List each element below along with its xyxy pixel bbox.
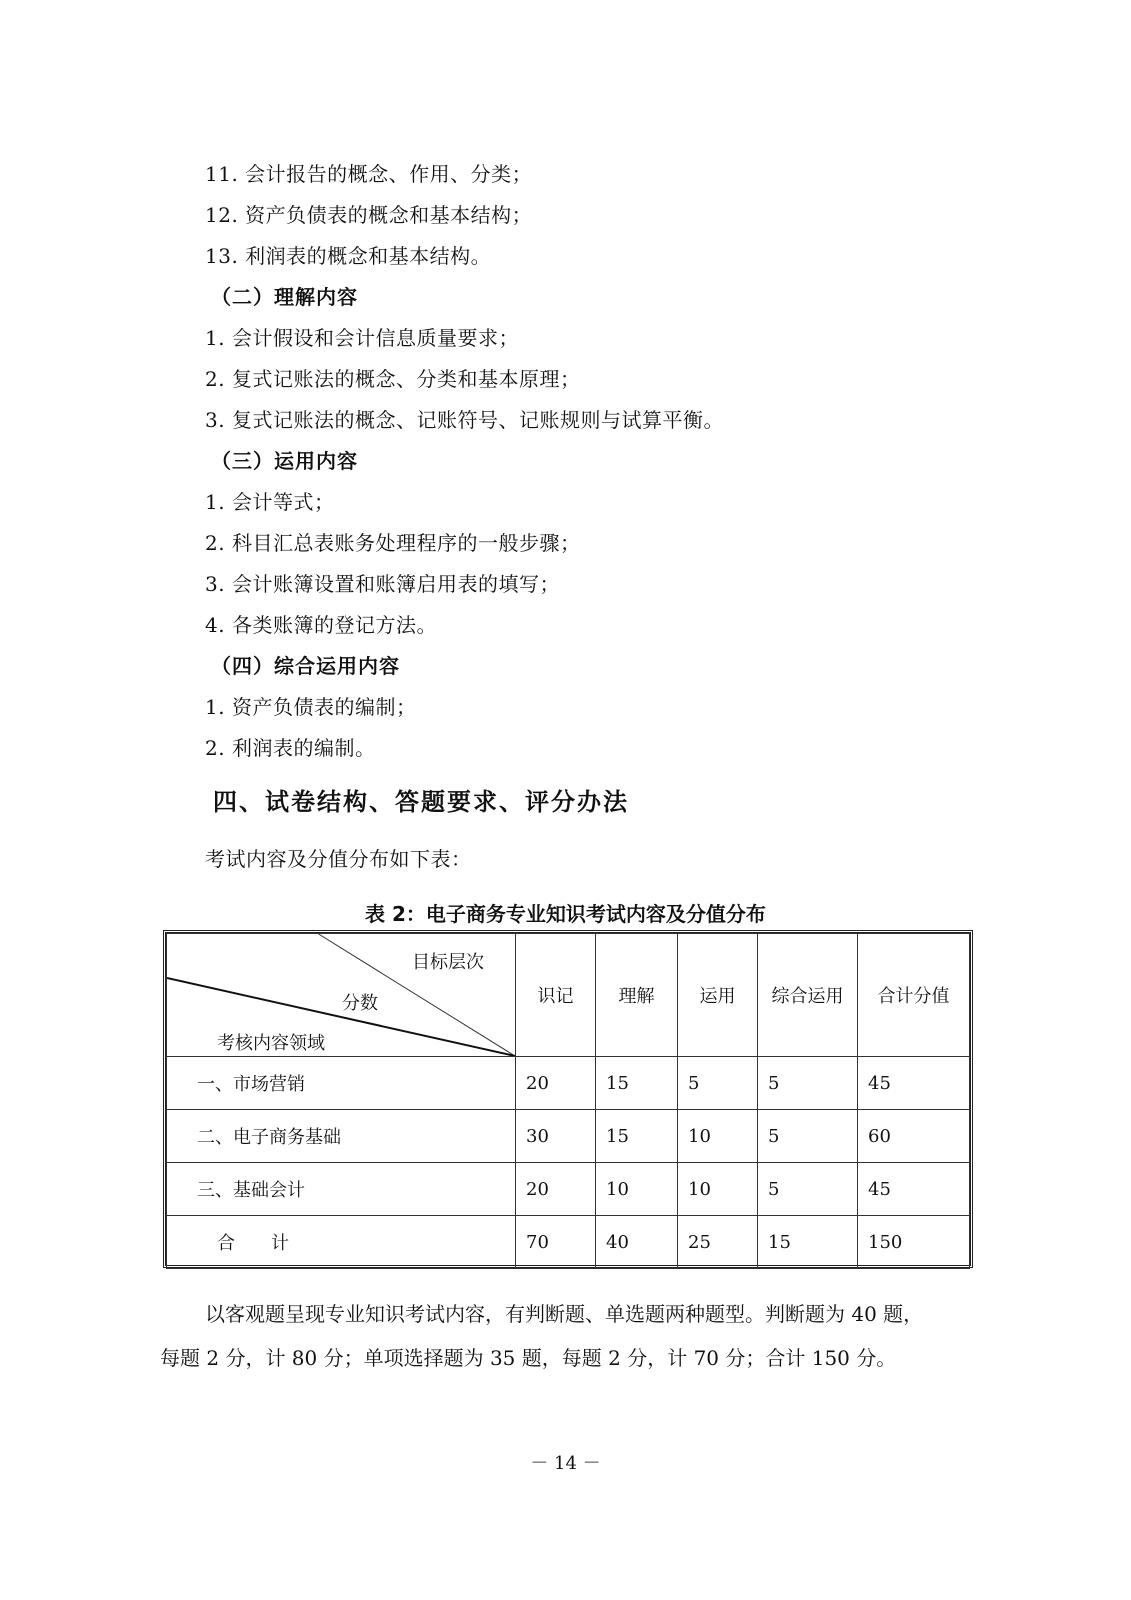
content-item: 12. 资产负债表的概念和基本结构；: [205, 203, 533, 227]
closing-paragraph-line: 以客观题呈现专业知识考试内容，有判断题、单选题两种题型。判断题为 40 题，: [205, 1302, 924, 1326]
row-label: 三、基础会计: [167, 1163, 516, 1216]
table-header-row: [167, 934, 970, 1057]
table-total-row: [167, 1216, 970, 1269]
content-item: 11. 会计报告的概念、作用、分类；: [205, 162, 533, 186]
diag-label-content-area: 考核内容领域: [217, 1033, 325, 1054]
table-cell: 40: [596, 1216, 678, 1269]
table-cell: 45: [858, 1163, 970, 1216]
table-cell: 15: [758, 1216, 858, 1269]
row-label-total: 合 计: [167, 1216, 516, 1269]
column-header: 理解: [596, 934, 678, 1057]
apply-item: 2. 科目汇总表账务处理程序的一般步骤；: [205, 531, 581, 555]
column-header: 合计分值: [858, 934, 970, 1057]
table-cell: 20: [516, 1163, 596, 1216]
apply-item: 1. 会计等式；: [205, 490, 335, 514]
column-header: 运用: [678, 934, 758, 1057]
diagonal-header-cell: [167, 934, 516, 1057]
table-cell: 45: [858, 1057, 970, 1110]
content-item: 13. 利润表的概念和基本结构。: [205, 244, 492, 268]
table-cell: 10: [596, 1163, 678, 1216]
table-cell: 15: [596, 1110, 678, 1163]
table-cell: 70: [516, 1216, 596, 1269]
page-number: － 14 －: [530, 1453, 601, 1474]
row-label: 二、电子商务基础: [167, 1110, 516, 1163]
table-caption: 表 2：电子商务专业知识考试内容及分值分布: [365, 902, 766, 926]
table-cell: 10: [678, 1110, 758, 1163]
comprehensive-item: 2. 利润表的编制。: [205, 736, 376, 760]
table-cell: 20: [516, 1057, 596, 1110]
apply-heading: （三）运用内容: [211, 449, 358, 473]
closing-paragraph-line: 每题 2 分，计 80 分；单项选择题为 35 题，每题 2 分，计 70 分；合计 150 分。: [160, 1346, 897, 1370]
table-cell: 5: [678, 1057, 758, 1110]
apply-item: 4. 各类账簿的登记方法。: [205, 613, 437, 637]
table-cell: 5: [758, 1110, 858, 1163]
understand-item: 2. 复式记账法的概念、分类和基本原理；: [205, 367, 581, 391]
section-title: 四、试卷结构、答题要求、评分办法: [213, 788, 629, 816]
comprehensive-heading: （四）综合运用内容: [211, 654, 400, 678]
table-row: [167, 1163, 970, 1216]
understand-item: 1. 会计假设和会计信息质量要求；: [205, 326, 519, 350]
understand-heading: （二）理解内容: [211, 285, 358, 309]
table-cell: 5: [758, 1163, 858, 1216]
table-cell: 10: [678, 1163, 758, 1216]
table-cell: 150: [858, 1216, 970, 1269]
diag-label-target-level: 目标层次: [412, 952, 484, 973]
column-header: 综合运用: [758, 934, 858, 1057]
row-label: 一、市场营销: [167, 1057, 516, 1110]
apply-item: 3. 会计账簿设置和账簿启用表的填写；: [205, 572, 560, 596]
column-header: 识记: [516, 934, 596, 1057]
score-table: [163, 930, 973, 1268]
table-row: [167, 1110, 970, 1163]
diag-label-score: 分数: [342, 993, 378, 1014]
section-intro: 考试内容及分值分布如下表：: [205, 847, 472, 871]
table-cell: 60: [858, 1110, 970, 1163]
table-cell: 15: [596, 1057, 678, 1110]
table-row: [167, 1057, 970, 1110]
comprehensive-item: 1. 资产负债表的编制；: [205, 695, 417, 719]
table-cell: 30: [516, 1110, 596, 1163]
table-cell: 25: [678, 1216, 758, 1269]
table-cell: 5: [758, 1057, 858, 1110]
understand-item: 3. 复式记账法的概念、记账符号、记账规则与试算平衡。: [205, 408, 724, 432]
